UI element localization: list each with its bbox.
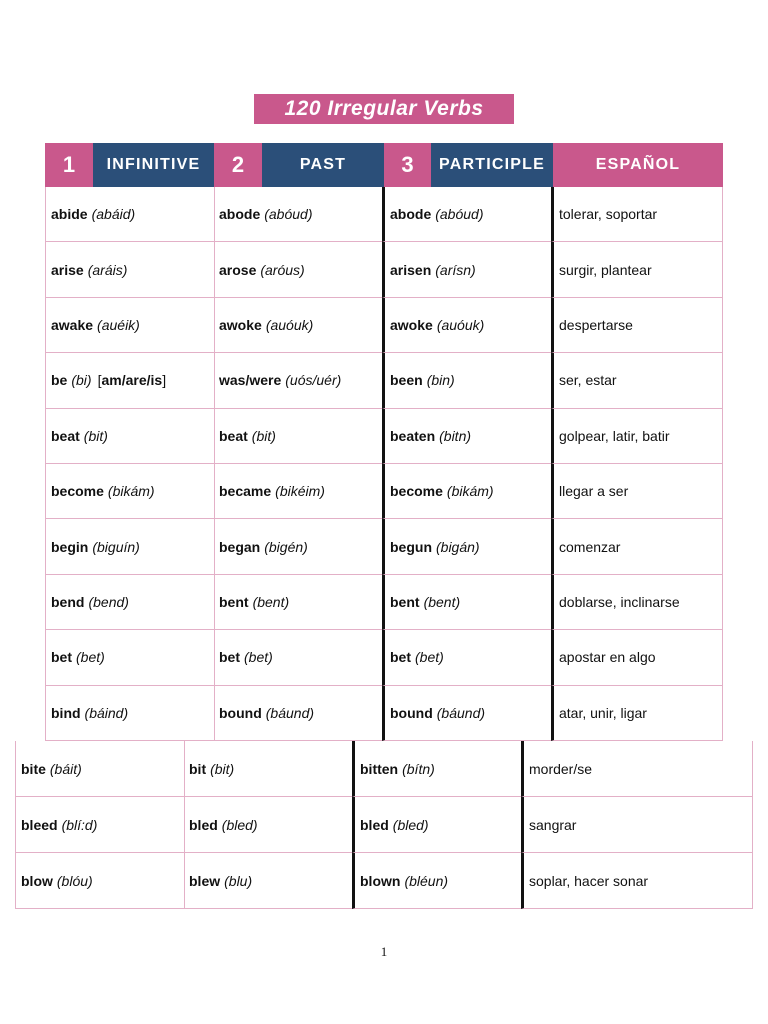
cell-infinitive <box>45 353 215 408</box>
verb-word: bet <box>390 649 411 666</box>
verb-word: bet <box>51 649 72 666</box>
cell-participle <box>382 298 553 353</box>
table-row <box>45 409 723 464</box>
verb-word: bent <box>390 593 420 610</box>
bracket-close: ] <box>162 372 167 389</box>
cell-espanol <box>551 630 723 685</box>
header-num-3: 3 <box>384 143 431 187</box>
cell-infinitive <box>45 187 215 242</box>
cell-espanol <box>551 298 723 353</box>
cell-infinitive <box>45 686 215 741</box>
cell-participle <box>352 797 523 853</box>
cell-participle <box>382 187 553 242</box>
pronunciation: (bigén) <box>264 538 308 555</box>
pronunciation: (auóuk) <box>436 316 485 333</box>
pronunciation: (bled) <box>221 816 258 833</box>
cell-past <box>184 741 354 797</box>
verb-word: blew <box>189 872 221 889</box>
pronunciation: (bled) <box>392 816 429 833</box>
verb-word: abode <box>219 206 261 223</box>
pronunciation: (abóud) <box>264 206 313 223</box>
verb-word: been <box>390 372 423 389</box>
pronunciation: (bigán) <box>436 538 480 555</box>
cell-espanol <box>551 187 723 242</box>
table-row <box>15 853 753 909</box>
translation: apostar en algo <box>559 649 656 666</box>
cell-infinitive <box>15 741 185 797</box>
pronunciation: (bet) <box>244 649 273 666</box>
pronunciation: (bit) <box>251 427 276 444</box>
cell-past <box>214 686 384 741</box>
verb-word: become <box>390 483 443 500</box>
verb-word: bleed <box>21 816 58 833</box>
table-row <box>45 686 723 741</box>
cell-espanol <box>551 519 723 574</box>
verb-word: awoke <box>219 316 262 333</box>
cell-participle <box>352 741 523 797</box>
verb-word: arise <box>51 261 84 278</box>
cell-past <box>214 353 384 408</box>
cell-espanol <box>521 853 753 909</box>
cell-participle <box>382 686 553 741</box>
pronunciation: (bin) <box>426 372 455 389</box>
verb-word: bled <box>360 816 389 833</box>
cell-infinitive <box>45 242 215 297</box>
verb-word: bound <box>390 704 433 721</box>
cell-past <box>214 464 384 519</box>
cell-infinitive <box>45 575 215 630</box>
cell-past <box>184 797 354 853</box>
cell-espanol <box>551 242 723 297</box>
verb-word: abode <box>390 206 432 223</box>
cell-participle <box>352 853 523 909</box>
pronunciation: (bet) <box>76 649 105 666</box>
verb-word: beaten <box>390 427 436 444</box>
verb-word: arose <box>219 261 257 278</box>
verbs-table <box>45 187 723 741</box>
present-forms-words: am/are/is <box>101 372 163 389</box>
pronunciation: (biguín) <box>92 538 140 555</box>
verb-word: be <box>51 372 68 389</box>
cell-past <box>214 630 384 685</box>
translation: soplar, hacer sonar <box>529 872 649 889</box>
cell-participle <box>382 575 553 630</box>
verb-word: bent <box>219 593 249 610</box>
pronunciation: (bléun) <box>404 872 449 889</box>
pronunciation: (báind) <box>84 704 129 721</box>
header-espanol: ESPAÑOL <box>553 143 723 187</box>
pronunciation: (blóu) <box>56 872 93 889</box>
pronunciation: (abáid) <box>91 206 136 223</box>
pronunciation: (auéik) <box>97 316 140 333</box>
verb-word: was/were <box>219 372 282 389</box>
cell-espanol <box>551 409 723 464</box>
pronunciation: (aráis) <box>87 261 128 278</box>
header-num-1: 1 <box>45 143 93 187</box>
cell-espanol <box>551 686 723 741</box>
cell-participle <box>382 409 553 464</box>
table-row <box>45 298 723 353</box>
translation: sangrar <box>529 816 577 833</box>
verb-word: begin <box>51 538 89 555</box>
pronunciation: (bitn) <box>439 427 472 444</box>
pronunciation: (bikám) <box>446 483 494 500</box>
pronunciation: (bent) <box>252 593 290 610</box>
verb-word: began <box>219 538 261 555</box>
cell-past <box>214 519 384 574</box>
translation: tolerar, soportar <box>559 206 658 223</box>
verb-word: became <box>219 483 272 500</box>
translation: surgir, plantear <box>559 261 652 278</box>
cell-participle <box>382 464 553 519</box>
pronunciation: (bend) <box>88 593 129 610</box>
present-forms <box>98 372 167 388</box>
cell-past <box>214 242 384 297</box>
cell-infinitive <box>15 853 185 909</box>
cell-espanol <box>521 797 753 853</box>
pronunciation: (aróus) <box>260 261 305 278</box>
cell-infinitive <box>15 797 185 853</box>
cell-past <box>214 187 384 242</box>
verb-word: bind <box>51 704 81 721</box>
verb-word: bit <box>189 760 207 777</box>
pronunciation: (blu) <box>224 872 253 889</box>
translation: doblarse, inclinarse <box>559 593 680 610</box>
cell-past <box>214 298 384 353</box>
pronunciation: (bent) <box>423 593 461 610</box>
table-row <box>45 187 723 242</box>
table-row <box>15 741 753 797</box>
verb-word: bend <box>51 593 85 610</box>
pronunciation: (bet) <box>415 649 444 666</box>
pronunciation: (bit) <box>83 427 108 444</box>
cell-espanol <box>551 575 723 630</box>
verb-word: beat <box>219 427 248 444</box>
verbs-table-continued <box>15 741 753 909</box>
cell-espanol <box>551 353 723 408</box>
cell-past <box>214 575 384 630</box>
pronunciation: (bi) <box>71 372 92 389</box>
cell-infinitive <box>45 630 215 685</box>
verb-word: blow <box>21 872 53 889</box>
cell-participle <box>382 630 553 685</box>
header-participle: PARTICIPLE <box>431 143 553 187</box>
header-infinitive: INFINITIVE <box>93 143 214 187</box>
pronunciation: (blí:d) <box>61 816 98 833</box>
cell-past <box>214 409 384 464</box>
cell-espanol <box>521 741 753 797</box>
verb-word: beat <box>51 427 80 444</box>
pronunciation: (bítn) <box>402 760 435 777</box>
pronunciation: (bit) <box>210 760 235 777</box>
pronunciation: (báund) <box>436 704 486 721</box>
verb-word: bet <box>219 649 240 666</box>
pronunciation: (bikám) <box>107 483 155 500</box>
header-past: PAST <box>262 143 384 187</box>
cell-participle <box>382 242 553 297</box>
cell-infinitive <box>45 464 215 519</box>
cell-infinitive <box>45 298 215 353</box>
table-row <box>45 242 723 297</box>
cell-past <box>184 853 354 909</box>
table-row <box>15 797 753 853</box>
pronunciation: (báit) <box>49 760 82 777</box>
table-row <box>45 630 723 685</box>
pronunciation: (uós/uér) <box>285 372 342 389</box>
verb-word: awake <box>51 316 94 333</box>
translation: despertarse <box>559 316 633 333</box>
table-row <box>45 353 723 408</box>
page-number: 1 <box>380 944 388 959</box>
cell-participle <box>382 519 553 574</box>
translation: comenzar <box>559 538 621 555</box>
cell-espanol <box>551 464 723 519</box>
pronunciation: (auóuk) <box>265 316 314 333</box>
pronunciation: (arísn) <box>435 261 476 278</box>
pronunciation: (bikéim) <box>275 483 325 500</box>
table-row <box>45 575 723 630</box>
translation: llegar a ser <box>559 483 629 500</box>
pronunciation: (abóud) <box>435 206 484 223</box>
cell-participle <box>382 353 553 408</box>
translation: atar, unir, ligar <box>559 704 647 721</box>
verb-word: blown <box>360 872 401 889</box>
bracket-open: [ <box>97 372 102 389</box>
page-title: 120 Irregular Verbs <box>254 94 514 124</box>
verb-word: arisen <box>390 261 432 278</box>
verb-word: bled <box>189 816 218 833</box>
verb-word: abide <box>51 206 88 223</box>
table-row <box>45 519 723 574</box>
translation: morder/se <box>529 760 593 777</box>
table-header <box>45 143 723 187</box>
cell-infinitive <box>45 409 215 464</box>
verb-word: become <box>51 483 104 500</box>
cell-infinitive <box>45 519 215 574</box>
verb-word: bitten <box>360 760 399 777</box>
verb-word: begun <box>390 538 432 555</box>
translation: ser, estar <box>559 372 617 389</box>
table-row <box>45 464 723 519</box>
header-num-2: 2 <box>214 143 262 187</box>
pronunciation: (báund) <box>265 704 315 721</box>
translation: golpear, latir, batir <box>559 427 670 444</box>
verb-word: awoke <box>390 316 433 333</box>
verb-word: bound <box>219 704 262 721</box>
verb-word: bite <box>21 760 46 777</box>
